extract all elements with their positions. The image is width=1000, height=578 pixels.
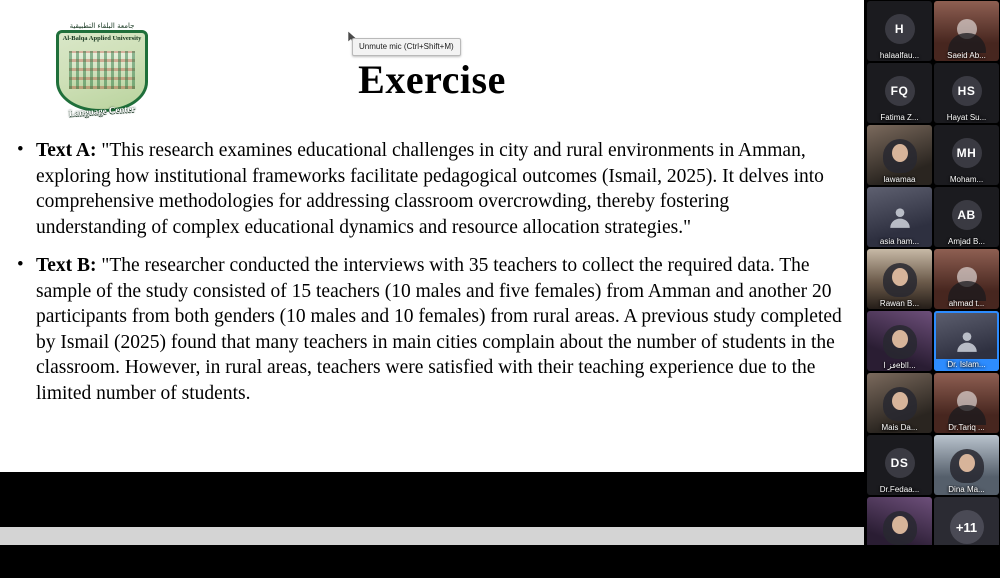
participant-name: Fatima Z... xyxy=(880,113,919,122)
avatar: FQ xyxy=(885,76,915,106)
participant-tile[interactable] xyxy=(934,1,999,61)
participant-tile[interactable] xyxy=(867,63,932,123)
window-bottom-bar xyxy=(0,545,1000,578)
slide-letterbox-band xyxy=(0,472,864,527)
slide-body xyxy=(14,138,844,419)
participant-name: Dr. Islam... xyxy=(934,359,999,371)
participant-tile[interactable] xyxy=(867,1,932,61)
logo-arabic-name: جامعة البلقاء التطبيقية xyxy=(69,22,135,30)
participant-name: ahmad t... xyxy=(948,299,985,308)
bullet-lead-label: Text A: xyxy=(36,140,97,161)
bullet-text: "This research examines educational challenges in city and rural environments in Amman, exploring how institutional frameworks facilitate pedagogical outcomes (Ismail, 2025). It delves into comprehensive methodologies for addressing classroom overcrowding, thereby fostering understanding of complex educational dynamics and resource allocation strategies." xyxy=(36,140,824,238)
participant-name: halaalfau... xyxy=(879,51,920,60)
participant-name: lawamaa xyxy=(883,175,916,184)
participant-tile[interactable] xyxy=(934,63,999,123)
bullet-lead-label: Text B: xyxy=(36,255,97,276)
participant-tile[interactable] xyxy=(934,249,999,309)
participant-filmstrip[interactable] xyxy=(866,0,1000,545)
participant-name: Dina Ma... xyxy=(948,485,985,494)
avatar: DS xyxy=(885,448,915,478)
avatar: HS xyxy=(952,76,982,106)
list-item xyxy=(14,253,844,406)
participant-tile[interactable] xyxy=(867,249,932,309)
participant-tile[interactable] xyxy=(867,187,932,247)
avatar: AB xyxy=(952,200,982,230)
unmute-mic-tooltip: Unmute mic (Ctrl+Shift+M) xyxy=(352,38,461,56)
participant-tile[interactable] xyxy=(867,373,932,433)
participant-name: Dr.Fedaa... xyxy=(879,485,920,494)
participant-tile[interactable] xyxy=(867,435,932,495)
bullet-text: "The researcher conducted the interviews with 35 teachers to collect the required data. The sample of the study consisted of 15 teachers (10 males and five females) from Amman and another 20 participants from both genders (10 males and 10 females) from rural areas. A previous study completed by Ismail (2025) found that many teachers in main cities complain about the number of students in the classroom. However, in rural areas, teachers were satisfied with their teaching experience due to the limited number of students. xyxy=(36,255,842,404)
avatar: H xyxy=(885,14,915,44)
participant-tile[interactable] xyxy=(867,311,932,371)
person-icon xyxy=(887,204,913,230)
participant-name: Amjad B... xyxy=(948,237,985,246)
share-bottom-strip xyxy=(0,527,864,545)
participant-name: فز اeblا... xyxy=(883,361,916,370)
participant-name: Dr.Tariq ... xyxy=(948,423,985,432)
list-item xyxy=(14,138,844,240)
avatar: MH xyxy=(952,138,982,168)
participant-name: Moham... xyxy=(949,175,984,184)
participant-tile[interactable] xyxy=(934,435,999,495)
participant-tile[interactable] xyxy=(934,373,999,433)
logo-ribbon-label: Language Center xyxy=(68,103,136,119)
person-icon xyxy=(954,328,980,354)
participant-tile[interactable] xyxy=(934,187,999,247)
slide-title: Exercise xyxy=(358,57,506,102)
more-participants-count: +11 xyxy=(950,510,984,544)
participant-tile[interactable] xyxy=(867,125,932,185)
participant-name: asia ham... xyxy=(879,237,920,246)
participant-tile[interactable] xyxy=(934,125,999,185)
participant-name: Hayat Su... xyxy=(946,113,987,122)
logo-english-name: Al-Balqa Applied University xyxy=(62,35,142,42)
participant-tile-active-speaker[interactable] xyxy=(934,311,999,371)
participant-name: Rawan B... xyxy=(879,299,920,308)
participant-name: Saeid Ab... xyxy=(947,51,986,60)
participant-name: Mais Da... xyxy=(881,423,918,432)
